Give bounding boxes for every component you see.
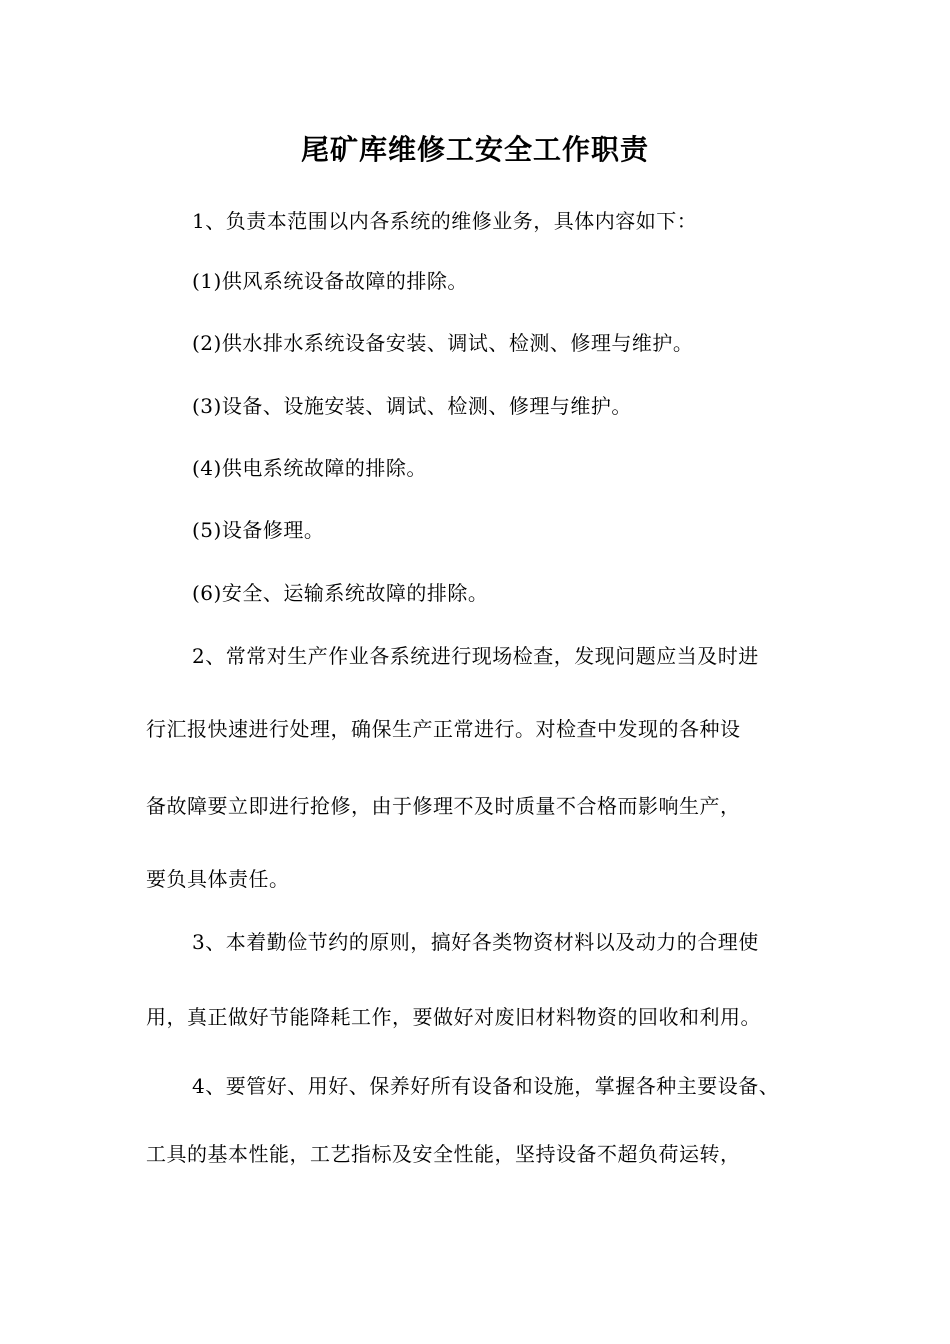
paragraph-line: 工具的基本性能，工艺指标及安全性能，坚持设备不超负荷运转， [146, 1142, 741, 1166]
paragraph-line: 要负具体责任。 [146, 867, 290, 891]
paragraph-line: (1)供风系统设备故障的排除。 [192, 269, 468, 293]
paragraph-line: (6)安全、运输系统故障的排除。 [192, 581, 489, 605]
paragraph-line: 1、负责本范围以内各系统的维修业务，具体内容如下： [192, 209, 698, 233]
paragraph-line: (5)设备修理。 [192, 518, 325, 542]
paragraph-line: 4、要管好、用好、保养好所有设备和设施，掌握各种主要设备、 [192, 1074, 780, 1098]
paragraph-line: 行汇报快速进行处理，确保生产正常进行。对检查中发现的各种设 [146, 717, 741, 741]
paragraph-line: 备故障要立即进行抢修，由于修理不及时质量不合格而影响生产， [146, 794, 741, 818]
paragraph-line: 用，真正做好节能降耗工作，要做好对废旧材料物资的回收和利用。 [146, 1005, 761, 1029]
paragraph-line: 2、常常对生产作业各系统进行现场检查，发现问题应当及时进 [192, 644, 759, 668]
paragraph-line: (3)设备、设施安装、调试、检测、修理与维护。 [192, 394, 632, 418]
paragraph-line: (2)供水排水系统设备安装、调试、检测、修理与维护。 [192, 331, 694, 355]
paragraph-line: (4)供电系统故障的排除。 [192, 456, 427, 480]
paragraph-line: 3、本着勤俭节约的原则，搞好各类物资材料以及动力的合理使 [192, 930, 759, 954]
document-title: 尾矿库维修工安全工作职责 [300, 133, 649, 166]
